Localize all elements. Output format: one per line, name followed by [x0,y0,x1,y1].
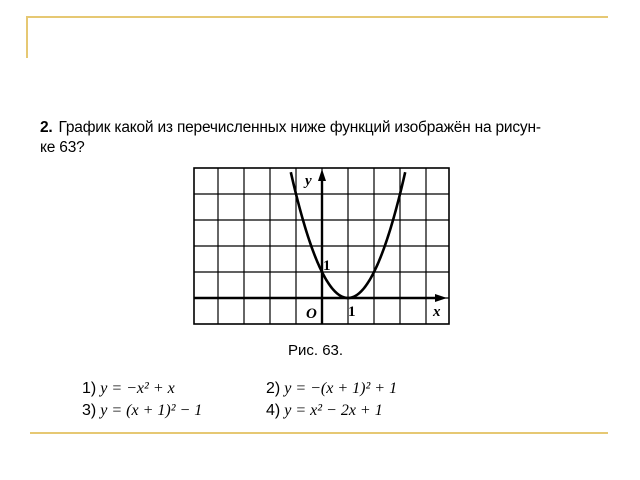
y-unit-label: 1 [323,258,331,274]
answer-label: 2) [266,380,281,397]
answer-label: 3) [82,402,97,419]
x-unit-label: 1 [348,304,356,320]
answer-formula: y = x² − 2x + 1 [284,402,383,419]
answer-option-1 [82,378,175,399]
problem-text-2: ке 63? [40,139,85,156]
answer-label: 1) [82,380,97,397]
answer-formula: y = (x + 1)² − 1 [100,402,203,419]
answer-option-3 [82,400,202,421]
answer-label: 4) [266,402,281,419]
answer-formula: y = −(x + 1)² + 1 [284,380,398,397]
answer-option-4 [266,400,383,421]
origin-label: O [306,306,317,322]
problem-text-1: График какой из перечисленных ниже функций изображён на рисун- [58,119,541,136]
answer-formula: y = −x² + x [100,380,175,397]
figure-caption: Рис. 63. [288,342,344,359]
x-axis-label: x [433,304,441,320]
y-axis-label: y [305,173,312,189]
problem-number: 2. [40,119,53,136]
answer-option-2 [266,378,397,399]
